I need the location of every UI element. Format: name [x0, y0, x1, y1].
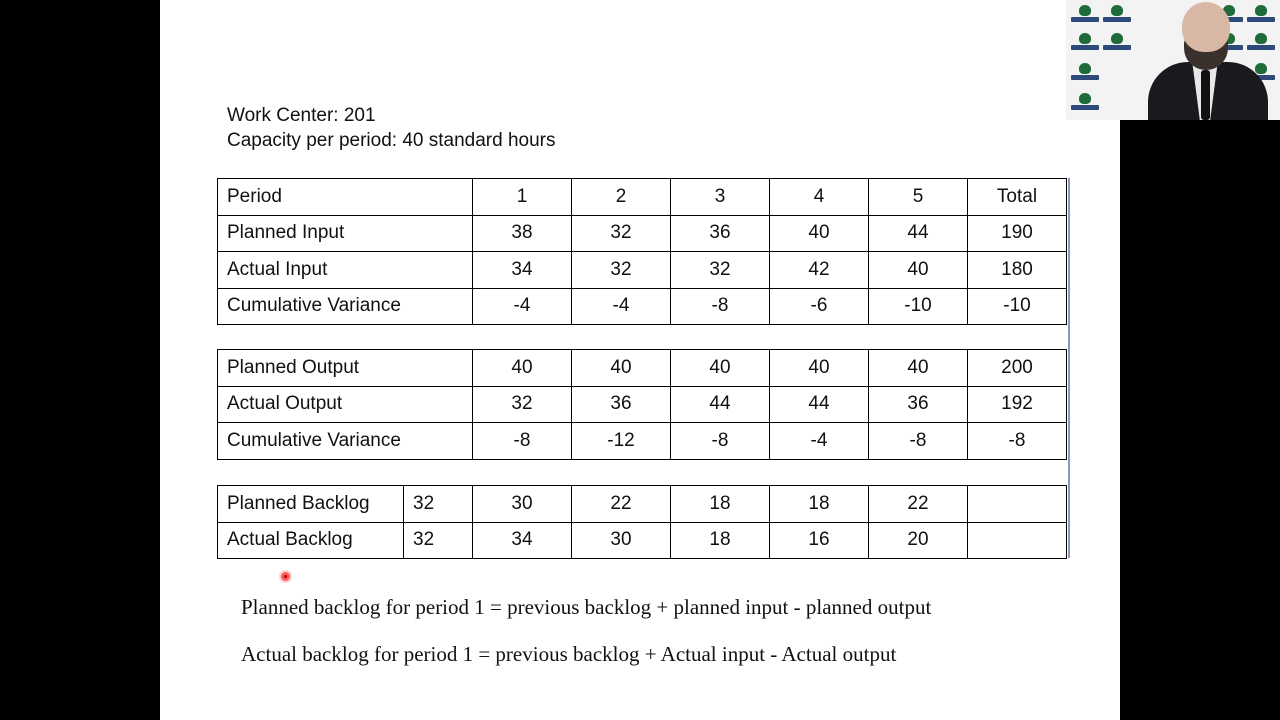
table-row [218, 215, 1067, 252]
table-row [218, 386, 1067, 423]
table-cell: 40 [869, 252, 968, 289]
table-cell: -8 [671, 423, 770, 460]
table-cell: 38 [473, 215, 572, 252]
bemidji-logo-icon [1070, 62, 1100, 84]
table-cell: 32 [671, 252, 770, 289]
table-cell: 18 [671, 522, 770, 559]
period-2-header: 2 [572, 179, 671, 216]
table-cell: 18 [671, 486, 770, 523]
row-label: Actual Output [218, 386, 473, 423]
row-label: Actual Backlog [218, 522, 404, 559]
table-cell: 22 [572, 486, 671, 523]
table-cell: 42 [770, 252, 869, 289]
table-row [218, 486, 1067, 523]
table-cell: 40 [671, 350, 770, 387]
output-table [217, 349, 1067, 460]
table-cell: 32 [572, 252, 671, 289]
table-cell: 40 [473, 350, 572, 387]
table-cell: -10 [869, 288, 968, 325]
table-cell: 40 [770, 350, 869, 387]
table-cell: 190 [968, 215, 1067, 252]
table-cell: -8 [968, 423, 1067, 460]
table-cell: -8 [671, 288, 770, 325]
table-cell: 36 [671, 215, 770, 252]
table-cell: -8 [473, 423, 572, 460]
row-label: Planned Input [218, 215, 473, 252]
starting-backlog-cell: 32 [404, 486, 473, 523]
table-header-row [218, 179, 1067, 216]
table-row [218, 423, 1067, 460]
table-cell: 18 [770, 486, 869, 523]
table-row [218, 288, 1067, 325]
table-cell: 180 [968, 252, 1067, 289]
table-cell: 44 [671, 386, 770, 423]
table-cell: 192 [968, 386, 1067, 423]
table-cell: -8 [869, 423, 968, 460]
table-cell: 16 [770, 522, 869, 559]
presenter-video [1126, 0, 1276, 120]
table-cell: 34 [473, 522, 572, 559]
starting-backlog-cell: 32 [404, 522, 473, 559]
period-1-header: 1 [473, 179, 572, 216]
total-header: Total [968, 179, 1067, 216]
row-label: Planned Output [218, 350, 473, 387]
row-label: Cumulative Variance [218, 423, 473, 460]
row-label: Planned Backlog [218, 486, 404, 523]
table-cell: 32 [473, 386, 572, 423]
table-cell: 22 [869, 486, 968, 523]
table-cell: -10 [968, 288, 1067, 325]
table-cell [968, 486, 1067, 523]
presentation-slide [160, 0, 1120, 720]
table-cell: 200 [968, 350, 1067, 387]
table-cell: -4 [572, 288, 671, 325]
table-cell: -6 [770, 288, 869, 325]
table-cell: 20 [869, 522, 968, 559]
planned-backlog-formula: Planned backlog for period 1 = previous backlog + planned input - planned output [241, 595, 932, 619]
period-3-header: 3 [671, 179, 770, 216]
bemidji-logo-icon [1070, 4, 1100, 26]
table-cell [968, 522, 1067, 559]
table-cell: 40 [869, 350, 968, 387]
work-center-label: Work Center: 201 [227, 105, 376, 126]
table-cell: 44 [770, 386, 869, 423]
webcam-overlay [1066, 0, 1280, 120]
table-cell: 32 [572, 215, 671, 252]
row-label: Actual Input [218, 252, 473, 289]
period-4-header: 4 [770, 179, 869, 216]
table-cell: 30 [473, 486, 572, 523]
period-5-header: 5 [869, 179, 968, 216]
actual-backlog-formula: Actual backlog for period 1 = previous backlog + Actual input - Actual output [241, 642, 897, 666]
period-header: Period [218, 179, 473, 216]
table-cell: -4 [770, 423, 869, 460]
input-table [217, 178, 1067, 325]
table-cell: 40 [770, 215, 869, 252]
laser-pointer-icon [281, 572, 290, 581]
table-cell: 34 [473, 252, 572, 289]
table-row [218, 252, 1067, 289]
table-cell: 30 [572, 522, 671, 559]
table-cell: 40 [572, 350, 671, 387]
table-row [218, 350, 1067, 387]
bemidji-logo-icon [1070, 92, 1100, 114]
backlog-table [217, 485, 1067, 559]
capacity-label: Capacity per period: 40 standard hours [227, 130, 556, 151]
slide-edge-line [1068, 178, 1070, 558]
table-cell: 36 [572, 386, 671, 423]
row-label: Cumulative Variance [218, 288, 473, 325]
table-cell: 36 [869, 386, 968, 423]
table-row [218, 522, 1067, 559]
bemidji-logo-icon [1070, 32, 1100, 54]
table-cell: -4 [473, 288, 572, 325]
table-cell: 44 [869, 215, 968, 252]
table-cell: -12 [572, 423, 671, 460]
